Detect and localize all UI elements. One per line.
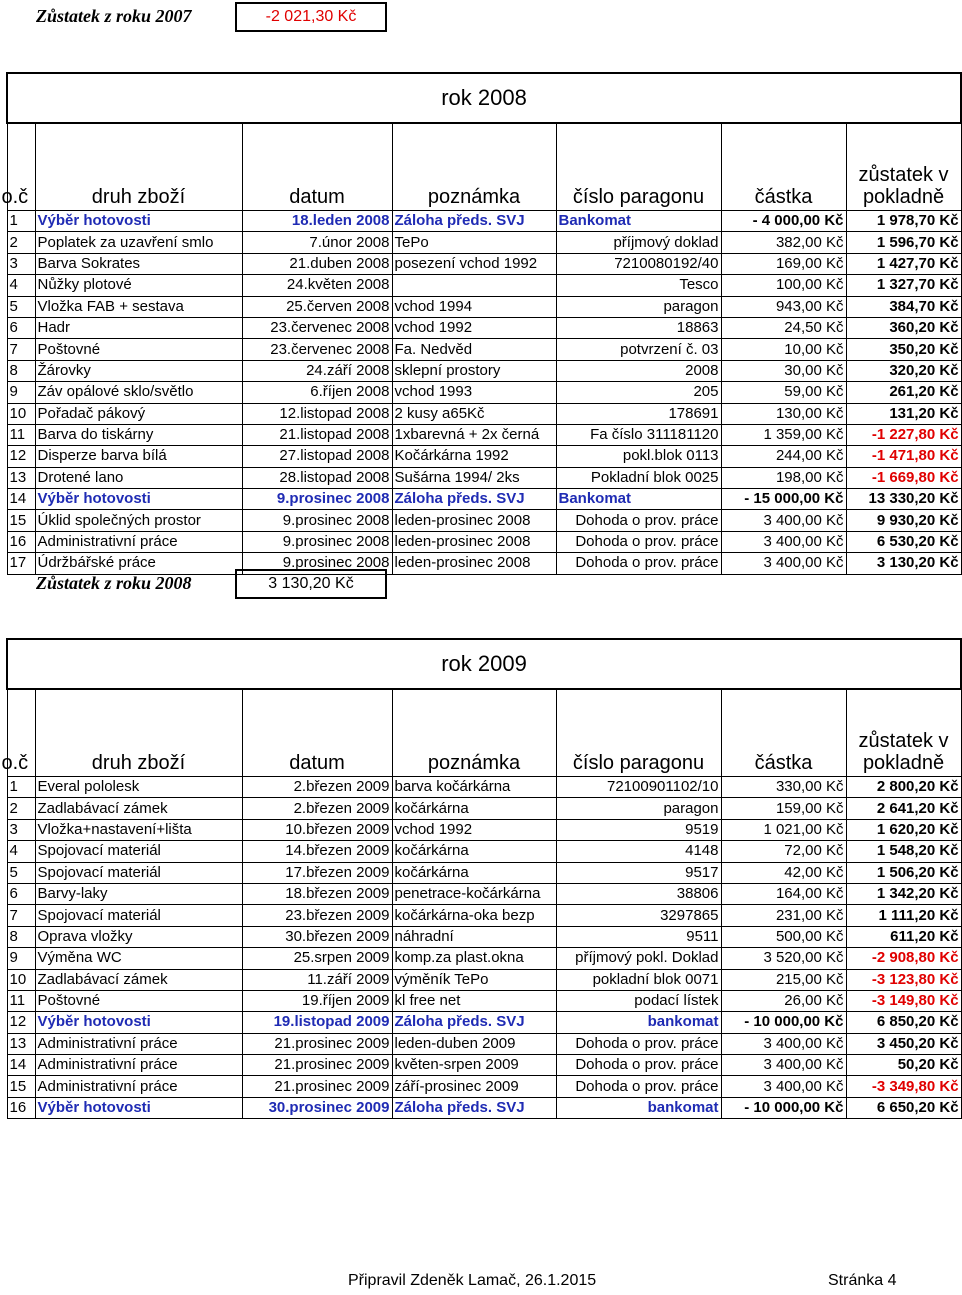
receipt-cell: 72100901102/10 bbox=[556, 777, 721, 798]
table-row bbox=[7, 360, 961, 381]
row-number: 12 bbox=[7, 446, 35, 467]
note-cell: kočárkárna bbox=[392, 841, 556, 862]
balance-cell: 384,70 Kč bbox=[846, 296, 961, 317]
receipt-cell: 9511 bbox=[556, 926, 721, 947]
item-name: Výběr hotovosti bbox=[35, 489, 242, 510]
row-number: 6 bbox=[7, 317, 35, 338]
note-cell: Sušárna 1994/ 2ks bbox=[392, 467, 556, 488]
amount-cell: 26,00 Kč bbox=[721, 990, 846, 1011]
item-name: Hadr bbox=[35, 317, 242, 338]
item-name: Vložka FAB + sestava bbox=[35, 296, 242, 317]
item-name: Nůžky plotové bbox=[35, 275, 242, 296]
row-number: 2 bbox=[7, 232, 35, 253]
col-header-note: poznámka bbox=[392, 689, 556, 777]
amount-cell: 3 520,00 Kč bbox=[721, 948, 846, 969]
col-header-no: o.č bbox=[7, 689, 35, 777]
note-cell: Záloha předs. SVJ bbox=[392, 211, 556, 232]
table-row bbox=[7, 467, 961, 488]
receipt-cell: 2008 bbox=[556, 360, 721, 381]
receipt-cell: pokl.blok 0113 bbox=[556, 446, 721, 467]
amount-cell: 382,00 Kč bbox=[721, 232, 846, 253]
note-cell: sklepní prostory bbox=[392, 360, 556, 381]
amount-cell: 30,00 Kč bbox=[721, 360, 846, 381]
date-cell: 7.únor 2008 bbox=[242, 232, 392, 253]
receipt-cell: paragon bbox=[556, 296, 721, 317]
item-name: Spojovací materiál bbox=[35, 862, 242, 883]
table-row bbox=[7, 1033, 961, 1054]
row-number: 4 bbox=[7, 841, 35, 862]
item-name: Barva do tiskárny bbox=[35, 424, 242, 445]
amount-cell: 159,00 Kč bbox=[721, 798, 846, 819]
col-header-item: druh zboží bbox=[35, 689, 242, 777]
amount-cell: 198,00 Kč bbox=[721, 467, 846, 488]
receipt-cell: Dohoda o prov. práce bbox=[556, 1033, 721, 1054]
balance-cell: 1 978,70 Kč bbox=[846, 211, 961, 232]
row-number: 10 bbox=[7, 969, 35, 990]
note-cell: vchod 1992 bbox=[392, 317, 556, 338]
balance-cell: 1 620,20 Kč bbox=[846, 819, 961, 840]
amount-cell: 943,00 Kč bbox=[721, 296, 846, 317]
row-number: 16 bbox=[7, 1097, 35, 1118]
balance-cell: 1 596,70 Kč bbox=[846, 232, 961, 253]
col-header-amount: částka bbox=[721, 689, 846, 777]
receipt-cell: 7210080192/40 bbox=[556, 253, 721, 274]
table-row bbox=[7, 883, 961, 904]
table-row bbox=[7, 510, 961, 531]
amount-cell: 1 021,00 Kč bbox=[721, 819, 846, 840]
receipt-cell: Tesco bbox=[556, 275, 721, 296]
item-name: Administrativní práce bbox=[35, 1055, 242, 1076]
balance-cell: 360,20 Kč bbox=[846, 317, 961, 338]
note-cell: 1xbarevná + 2x černá bbox=[392, 424, 556, 445]
note-cell: Záloha předs. SVJ bbox=[392, 1097, 556, 1118]
row-number: 3 bbox=[7, 253, 35, 274]
table-row bbox=[7, 531, 961, 552]
receipt-cell: 4148 bbox=[556, 841, 721, 862]
balance-cell: 1 327,70 Kč bbox=[846, 275, 961, 296]
col-header-balance: zůstatek v pokladně bbox=[846, 689, 961, 777]
item-name: Barvy-laky bbox=[35, 883, 242, 904]
receipt-cell: příjmový doklad bbox=[556, 232, 721, 253]
note-cell: září-prosinec 2009 bbox=[392, 1076, 556, 1097]
note-cell: leden-prosinec 2008 bbox=[392, 553, 556, 574]
note-cell: Kočárkárna 1992 bbox=[392, 446, 556, 467]
table-row bbox=[7, 798, 961, 819]
receipt-cell: paragon bbox=[556, 798, 721, 819]
col-header-note: poznámka bbox=[392, 123, 556, 211]
amount-cell: 3 400,00 Kč bbox=[721, 1055, 846, 1076]
item-name: Zadlabávací zámek bbox=[35, 798, 242, 819]
date-cell: 23.červenec 2008 bbox=[242, 339, 392, 360]
row-number: 13 bbox=[7, 1033, 35, 1054]
table-row bbox=[7, 489, 961, 510]
header-row-2008 bbox=[7, 123, 961, 211]
receipt-cell: Dohoda o prov. práce bbox=[556, 1076, 721, 1097]
amount-cell: 3 400,00 Kč bbox=[721, 531, 846, 552]
date-cell: 30.březen 2009 bbox=[242, 926, 392, 947]
row-number: 9 bbox=[7, 948, 35, 969]
row-number: 10 bbox=[7, 403, 35, 424]
date-cell: 21.prosinec 2009 bbox=[242, 1055, 392, 1076]
balance-cell: -3 123,80 Kč bbox=[846, 969, 961, 990]
item-name: Výběr hotovosti bbox=[35, 1012, 242, 1033]
col-header-balance: zůstatek v pokladně bbox=[846, 123, 961, 211]
receipt-cell: 3297865 bbox=[556, 905, 721, 926]
receipt-cell: Dohoda o prov. práce bbox=[556, 510, 721, 531]
item-name: Úklid společných prostor bbox=[35, 510, 242, 531]
note-cell: kočárkárna bbox=[392, 798, 556, 819]
item-name: Administrativní práce bbox=[35, 531, 242, 552]
table-row bbox=[7, 1097, 961, 1118]
item-name: Administrativní práce bbox=[35, 1033, 242, 1054]
table-row bbox=[7, 926, 961, 947]
row-number: 13 bbox=[7, 467, 35, 488]
table-row bbox=[7, 862, 961, 883]
row-number: 11 bbox=[7, 990, 35, 1011]
receipt-cell: Dohoda o prov. práce bbox=[556, 553, 721, 574]
balance-cell: 261,20 Kč bbox=[846, 382, 961, 403]
date-cell: 25.srpen 2009 bbox=[242, 948, 392, 969]
col-header-date: datum bbox=[242, 123, 392, 211]
date-cell: 18.leden 2008 bbox=[242, 211, 392, 232]
item-name: Poplatek za uzavření smlo bbox=[35, 232, 242, 253]
amount-cell: 3 400,00 Kč bbox=[721, 510, 846, 531]
row-number: 12 bbox=[7, 1012, 35, 1033]
date-cell: 19.listopad 2009 bbox=[242, 1012, 392, 1033]
receipt-cell: 38806 bbox=[556, 883, 721, 904]
table-row bbox=[7, 819, 961, 840]
date-cell: 28.listopad 2008 bbox=[242, 467, 392, 488]
table-row bbox=[7, 317, 961, 338]
balance-cell: 6 850,20 Kč bbox=[846, 1012, 961, 1033]
item-name: Spojovací materiál bbox=[35, 905, 242, 926]
row-number: 14 bbox=[7, 489, 35, 510]
date-cell: 9.prosinec 2008 bbox=[242, 489, 392, 510]
balance-cell: 320,20 Kč bbox=[846, 360, 961, 381]
note-cell: kl free net bbox=[392, 990, 556, 1011]
table-row bbox=[7, 1055, 961, 1076]
note-cell bbox=[392, 275, 556, 296]
col-header-amount: částka bbox=[721, 123, 846, 211]
amount-cell: 1 359,00 Kč bbox=[721, 424, 846, 445]
col-header-receipt: číslo paragonu bbox=[556, 123, 721, 211]
balance-cell: 6 530,20 Kč bbox=[846, 531, 961, 552]
note-cell: barva kočárkárna bbox=[392, 777, 556, 798]
row-number: 5 bbox=[7, 296, 35, 317]
section-2009 bbox=[1, 638, 960, 1119]
table-row bbox=[7, 211, 961, 232]
date-cell: 18.březen 2009 bbox=[242, 883, 392, 904]
note-cell: kočárkárna bbox=[392, 862, 556, 883]
ledger-table-2008 bbox=[1, 72, 962, 575]
receipt-cell: Pokladní blok 0025 bbox=[556, 467, 721, 488]
note-cell: komp.za plast.okna bbox=[392, 948, 556, 969]
table-row bbox=[7, 446, 961, 467]
row-number: 6 bbox=[7, 883, 35, 904]
note-cell: 2 kusy a65Kč bbox=[392, 403, 556, 424]
note-cell: vchod 1994 bbox=[392, 296, 556, 317]
amount-cell: 42,00 Kč bbox=[721, 862, 846, 883]
balance-cell: 6 650,20 Kč bbox=[846, 1097, 961, 1118]
receipt-cell: bankomat bbox=[556, 1097, 721, 1118]
item-name: Záv opálové sklo/světlo bbox=[35, 382, 242, 403]
note-cell: leden-prosinec 2008 bbox=[392, 531, 556, 552]
row-number: 7 bbox=[7, 905, 35, 926]
receipt-cell: Bankomat bbox=[556, 489, 721, 510]
amount-cell: 231,00 Kč bbox=[721, 905, 846, 926]
row-number: 14 bbox=[7, 1055, 35, 1076]
note-cell: leden-duben 2009 bbox=[392, 1033, 556, 1054]
note-cell: vchod 1993 bbox=[392, 382, 556, 403]
balance-cell: 9 930,20 Kč bbox=[846, 510, 961, 531]
balance-cell: -3 349,80 Kč bbox=[846, 1076, 961, 1097]
table-row bbox=[7, 990, 961, 1011]
col-header-date: datum bbox=[242, 689, 392, 777]
date-cell: 21.prosinec 2009 bbox=[242, 1076, 392, 1097]
row-number: 9 bbox=[7, 382, 35, 403]
row-number: 8 bbox=[7, 926, 35, 947]
amount-cell: - 10 000,00 Kč bbox=[721, 1012, 846, 1033]
row-number: 8 bbox=[7, 360, 35, 381]
date-cell: 6.říjen 2008 bbox=[242, 382, 392, 403]
header-row-2009 bbox=[7, 689, 961, 777]
ledger-table-2009 bbox=[1, 638, 962, 1119]
amount-cell: 3 400,00 Kč bbox=[721, 1076, 846, 1097]
table-row bbox=[7, 275, 961, 296]
balance-cell: 350,20 Kč bbox=[846, 339, 961, 360]
receipt-cell: 178691 bbox=[556, 403, 721, 424]
balance-cell: 13 330,20 Kč bbox=[846, 489, 961, 510]
receipt-cell: příjmový pokl. Doklad bbox=[556, 948, 721, 969]
col-header-item: druh zboží bbox=[35, 123, 242, 211]
col-header-no: o.č bbox=[7, 123, 35, 211]
item-name: Žárovky bbox=[35, 360, 242, 381]
year-title-2009: rok 2009 bbox=[7, 639, 961, 689]
row-number: 15 bbox=[7, 1076, 35, 1097]
date-cell: 23.červenec 2008 bbox=[242, 317, 392, 338]
date-cell: 9.prosinec 2008 bbox=[242, 553, 392, 574]
note-cell: penetrace-kočárkárna bbox=[392, 883, 556, 904]
balance-cell: 50,20 Kč bbox=[846, 1055, 961, 1076]
amount-cell: 3 400,00 Kč bbox=[721, 1033, 846, 1054]
note-cell: TePo bbox=[392, 232, 556, 253]
receipt-cell: Dohoda o prov. práce bbox=[556, 531, 721, 552]
row-number: 1 bbox=[7, 777, 35, 798]
table-row bbox=[7, 1012, 961, 1033]
amount-cell: 72,00 Kč bbox=[721, 841, 846, 862]
receipt-cell: Bankomat bbox=[556, 211, 721, 232]
footer-author: Připravil Zdeněk Lamač, 26.1.2015 bbox=[348, 1272, 597, 1289]
table-row bbox=[7, 403, 961, 424]
carry-2007-label: Zůstatek z roku 2007 bbox=[36, 6, 192, 26]
col-header-receipt: číslo paragonu bbox=[556, 689, 721, 777]
date-cell: 30.prosinec 2009 bbox=[242, 1097, 392, 1118]
receipt-cell: 205 bbox=[556, 382, 721, 403]
balance-cell: 1 548,20 Kč bbox=[846, 841, 961, 862]
table-row bbox=[7, 253, 961, 274]
amount-cell: 10,00 Kč bbox=[721, 339, 846, 360]
item-name: Výběr hotovosti bbox=[35, 211, 242, 232]
date-cell: 27.listopad 2008 bbox=[242, 446, 392, 467]
date-cell: 11.září 2009 bbox=[242, 969, 392, 990]
amount-cell: 24,50 Kč bbox=[721, 317, 846, 338]
row-number: 1 bbox=[7, 211, 35, 232]
receipt-cell: potvrzení č. 03 bbox=[556, 339, 721, 360]
item-name: Poštovné bbox=[35, 990, 242, 1011]
footer-page-number: Stránka 4 bbox=[828, 1272, 897, 1289]
carry-2007-value: -2 021,30 Kč bbox=[235, 2, 387, 32]
note-cell: kočárkárna-oka bezp bbox=[392, 905, 556, 926]
amount-cell: - 15 000,00 Kč bbox=[721, 489, 846, 510]
amount-cell: 330,00 Kč bbox=[721, 777, 846, 798]
table-row bbox=[7, 296, 961, 317]
balance-cell: 611,20 Kč bbox=[846, 926, 961, 947]
balance-cell: -2 908,80 Kč bbox=[846, 948, 961, 969]
note-cell: květen-srpen 2009 bbox=[392, 1055, 556, 1076]
date-cell: 24.květen 2008 bbox=[242, 275, 392, 296]
row-number: 11 bbox=[7, 424, 35, 445]
item-name: Výměna WC bbox=[35, 948, 242, 969]
row-number: 2 bbox=[7, 798, 35, 819]
table-row bbox=[7, 841, 961, 862]
item-name: Zadlabávací zámek bbox=[35, 969, 242, 990]
item-name: Administrativní práce bbox=[35, 1076, 242, 1097]
amount-cell: 164,00 Kč bbox=[721, 883, 846, 904]
balance-cell: 2 800,20 Kč bbox=[846, 777, 961, 798]
table-row bbox=[7, 424, 961, 445]
amount-cell: 100,00 Kč bbox=[721, 275, 846, 296]
date-cell: 17.březen 2009 bbox=[242, 862, 392, 883]
date-cell: 23.březen 2009 bbox=[242, 905, 392, 926]
note-cell: leden-prosinec 2008 bbox=[392, 510, 556, 531]
amount-cell: 3 400,00 Kč bbox=[721, 553, 846, 574]
row-number: 15 bbox=[7, 510, 35, 531]
note-cell: výměník TePo bbox=[392, 969, 556, 990]
receipt-cell: pokladní blok 0071 bbox=[556, 969, 721, 990]
table-row bbox=[7, 777, 961, 798]
amount-cell: 500,00 Kč bbox=[721, 926, 846, 947]
balance-cell: -3 149,80 Kč bbox=[846, 990, 961, 1011]
table-row bbox=[7, 553, 961, 574]
balance-cell: 1 342,20 Kč bbox=[846, 883, 961, 904]
date-cell: 2.březen 2009 bbox=[242, 777, 392, 798]
note-cell: Záloha předs. SVJ bbox=[392, 1012, 556, 1033]
item-name: Spojovací materiál bbox=[35, 841, 242, 862]
carry-2008-value: 3 130,20 Kč bbox=[235, 569, 387, 599]
note-cell: náhradní bbox=[392, 926, 556, 947]
receipt-cell: Dohoda o prov. práce bbox=[556, 1055, 721, 1076]
carry-2008-label: Zůstatek z roku 2008 bbox=[36, 573, 192, 593]
amount-cell: 169,00 Kč bbox=[721, 253, 846, 274]
row-number: 5 bbox=[7, 862, 35, 883]
date-cell: 21.listopad 2008 bbox=[242, 424, 392, 445]
receipt-cell: 9519 bbox=[556, 819, 721, 840]
section-2008 bbox=[1, 72, 960, 575]
row-number: 7 bbox=[7, 339, 35, 360]
item-name: Pořadač pákový bbox=[35, 403, 242, 424]
receipt-cell: 9517 bbox=[556, 862, 721, 883]
amount-cell: 59,00 Kč bbox=[721, 382, 846, 403]
amount-cell: 215,00 Kč bbox=[721, 969, 846, 990]
table-row bbox=[7, 382, 961, 403]
receipt-cell: podací lístek bbox=[556, 990, 721, 1011]
date-cell: 14.březen 2009 bbox=[242, 841, 392, 862]
balance-cell: 131,20 Kč bbox=[846, 403, 961, 424]
balance-cell: -1 227,80 Kč bbox=[846, 424, 961, 445]
note-cell: Fa. Nedvěd bbox=[392, 339, 556, 360]
row-number: 3 bbox=[7, 819, 35, 840]
receipt-cell: Fa číslo 311181120 bbox=[556, 424, 721, 445]
row-number: 4 bbox=[7, 275, 35, 296]
balance-cell: 3 450,20 Kč bbox=[846, 1033, 961, 1054]
item-name: Barva Sokrates bbox=[35, 253, 242, 274]
balance-cell: -1 471,80 Kč bbox=[846, 446, 961, 467]
date-cell: 25.červen 2008 bbox=[242, 296, 392, 317]
note-cell: Záloha předs. SVJ bbox=[392, 489, 556, 510]
date-cell: 2.březen 2009 bbox=[242, 798, 392, 819]
receipt-cell: 18863 bbox=[556, 317, 721, 338]
item-name: Disperze barva bílá bbox=[35, 446, 242, 467]
note-cell: vchod 1992 bbox=[392, 819, 556, 840]
balance-cell: 1 427,70 Kč bbox=[846, 253, 961, 274]
table-row bbox=[7, 232, 961, 253]
amount-cell: 244,00 Kč bbox=[721, 446, 846, 467]
amount-cell: - 10 000,00 Kč bbox=[721, 1097, 846, 1118]
amount-cell: 130,00 Kč bbox=[721, 403, 846, 424]
note-cell: posezení vchod 1992 bbox=[392, 253, 556, 274]
date-cell: 21.duben 2008 bbox=[242, 253, 392, 274]
date-cell: 19.říjen 2009 bbox=[242, 990, 392, 1011]
date-cell: 9.prosinec 2008 bbox=[242, 510, 392, 531]
date-cell: 9.prosinec 2008 bbox=[242, 531, 392, 552]
year-title-2008: rok 2008 bbox=[7, 73, 961, 123]
item-name: Výběr hotovosti bbox=[35, 1097, 242, 1118]
table-row bbox=[7, 1076, 961, 1097]
table-row bbox=[7, 339, 961, 360]
item-name: Everal pololesk bbox=[35, 777, 242, 798]
item-name: Oprava vložky bbox=[35, 926, 242, 947]
date-cell: 21.prosinec 2009 bbox=[242, 1033, 392, 1054]
row-number: 17 bbox=[7, 553, 35, 574]
item-name: Vložka+nastavení+lišta bbox=[35, 819, 242, 840]
item-name: Údržbářské práce bbox=[35, 553, 242, 574]
balance-cell: 2 641,20 Kč bbox=[846, 798, 961, 819]
date-cell: 24.září 2008 bbox=[242, 360, 392, 381]
table-row bbox=[7, 948, 961, 969]
date-cell: 12.listopad 2008 bbox=[242, 403, 392, 424]
amount-cell: - 4 000,00 Kč bbox=[721, 211, 846, 232]
row-number: 16 bbox=[7, 531, 35, 552]
table-row bbox=[7, 969, 961, 990]
table-row bbox=[7, 905, 961, 926]
date-cell: 10.březen 2009 bbox=[242, 819, 392, 840]
balance-cell: -1 669,80 Kč bbox=[846, 467, 961, 488]
balance-cell: 3 130,20 Kč bbox=[846, 553, 961, 574]
receipt-cell: bankomat bbox=[556, 1012, 721, 1033]
balance-cell: 1 111,20 Kč bbox=[846, 905, 961, 926]
item-name: Poštovné bbox=[35, 339, 242, 360]
item-name: Drotené lano bbox=[35, 467, 242, 488]
balance-cell: 1 506,20 Kč bbox=[846, 862, 961, 883]
